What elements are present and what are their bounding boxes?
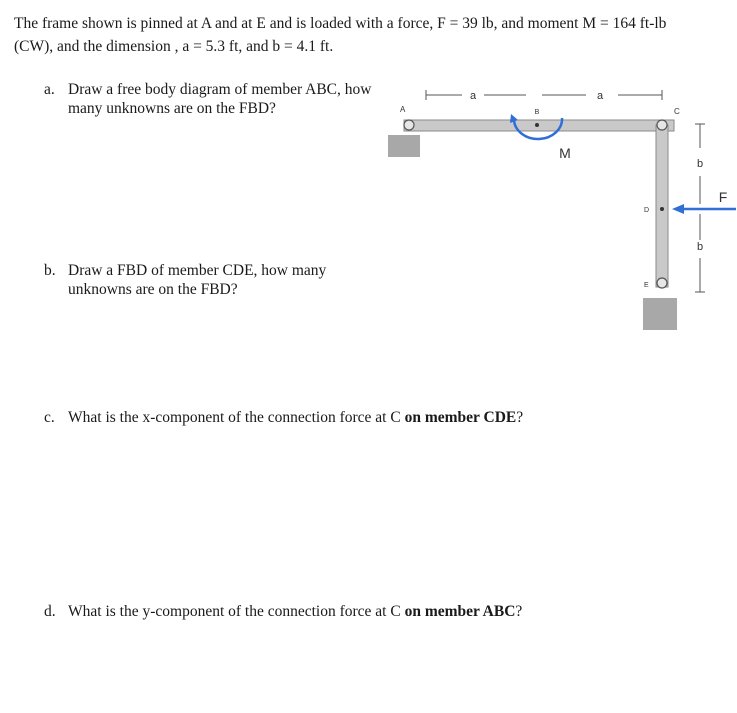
question-c-text: What is the x-component of the connection force at C [68,409,405,426]
label-e: E [644,282,649,289]
label-b: B [534,109,540,116]
dimension-a-right [542,90,662,102]
question-d-suffix: ? [515,603,523,620]
question-d-text: What is the y-component of the connection force at C [68,603,405,620]
frame-diagram [380,80,737,330]
force-arrow [672,189,736,214]
point-b [535,123,539,127]
label-d: D [644,207,650,214]
dimension-b-upper-label: b [696,158,704,170]
question-b-letter: b. [44,262,56,279]
question-d-emphasis: on member ABC [404,603,516,620]
question-b-line2: unknowns are on the FBD? [68,281,238,298]
support-a [388,135,420,157]
dimension-a-right-label: a [596,90,604,102]
force-label: F [718,189,728,205]
problem-statement-line1: The frame shown is pinned at A and at E and is loaded with a force, F = 39 lb, and moment M = 164 ft-lb [14,15,667,32]
pin-c [657,120,667,130]
question-c-suffix: ? [516,409,524,426]
dimension-b-lower-label: b [696,241,704,253]
question-a [44,80,384,118]
question-d [44,602,644,621]
question-b [44,261,344,299]
dimension-a-left-label: a [469,90,477,102]
problem-statement-line2: (CW), and the dimension , a = 5.3 ft, and b = 4.1 ft. [14,38,334,55]
question-b-line1: Draw a FBD of member CDE, how many [68,262,327,279]
question-a-line2: many unknowns are on the FBD? [68,100,276,117]
dimension-b-lower [695,214,705,292]
pin-e [657,278,667,288]
label-a: A [400,105,406,114]
member-abc [404,120,674,131]
dimension-b-upper [695,124,705,204]
support-e [643,298,677,330]
problem-statement [14,12,724,58]
question-d-letter: d. [44,603,56,620]
question-c-letter: c. [44,409,55,426]
question-a-line1: Draw a free body diagram of member ABC, how [68,81,372,98]
label-c: C [674,107,680,116]
question-a-letter: a. [44,81,55,98]
pin-a [404,120,414,130]
point-d [660,207,664,211]
moment-label: M [559,145,571,161]
question-c-emphasis: on member CDE [404,409,517,426]
dimension-a-left [426,90,526,102]
question-c [44,408,644,427]
member-cde [656,125,668,287]
